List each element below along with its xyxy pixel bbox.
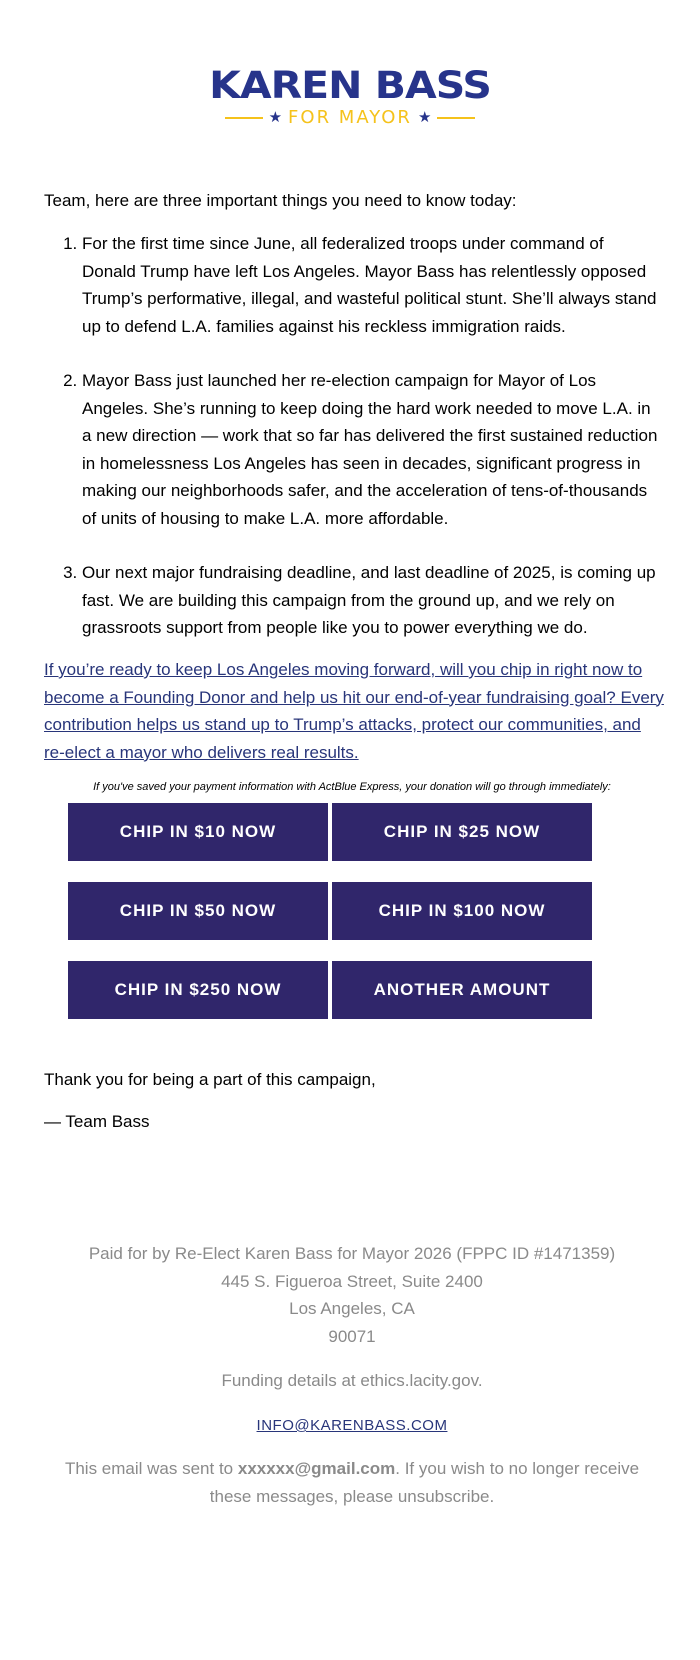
logo-subtitle-row: [22, 108, 678, 128]
intro-text: Team, here are three important things you need to know today:: [44, 191, 517, 210]
footer-address: [22, 1240, 682, 1350]
signature: — Team Bass: [44, 1112, 150, 1131]
unsubscribe-notice: [22, 1455, 682, 1510]
another-amount-button[interactable]: ANOTHER AMOUNT: [332, 961, 592, 1019]
important-things-list: [44, 230, 659, 642]
logo-left-rule: [225, 117, 263, 119]
logo-subtitle: FOR MAYOR: [288, 107, 412, 128]
zip-code: 90071: [328, 1326, 376, 1346]
chip-in-50-button[interactable]: CHIP IN $50 NOW: [68, 882, 328, 940]
chip-in-10-button[interactable]: CHIP IN $10 NOW: [68, 803, 328, 861]
funding-details: Funding details at ethics.lacity.gov.: [221, 1371, 483, 1390]
contact-email-link[interactable]: INFO@KARENBASS.COM: [256, 1417, 448, 1434]
list-item: 3. Our next major fundraising deadline, and last deadline of 2025, is coming up fast. We are building this campaign from the ground up, and we rely on grassroots support from people like you to power everything we do.: [82, 559, 659, 642]
email-body: [22, 0, 678, 1506]
list-item: 2. Mayor Bass just launched her re-election campaign for Mayor of Los Angeles. She’s running to keep doing the hard work needed to move L.A. in a new direction — work that so far has delivered the first sustained reduction in homelessness Los Angeles has seen in decades, significant progress in making our neighborhoods safer, and the acceleration of tens-of-thousands of units of housing to make L.A. more affordable.: [82, 367, 659, 532]
donation-appeal-link[interactable]: If you’re ready to keep Los Angeles moving forward, will you chip in right now to become a Founding Donor and help us hit our end-of-year fundraising goal? Every contribution helps us stand up to Trump’s attacks, protect our communities, and re-elect a mayor who delivers real results.: [44, 660, 664, 762]
chip-in-100-button[interactable]: CHIP IN $100 NOW: [332, 882, 592, 940]
actblue-express-note: If you've saved your payment information with ActBlue Express, your donation will go through immediately:: [93, 781, 611, 793]
footer-email-row: [22, 1411, 682, 1440]
paid-for-disclaimer: Paid for by Re-Elect Karen Bass for Mayor 2026 (FPPC ID #1471359): [88, 1244, 616, 1263]
city-state: Los Angeles, CA: [289, 1299, 415, 1318]
star-icon: ★: [268, 109, 283, 126]
star-icon: ★: [417, 109, 432, 126]
chip-in-25-button[interactable]: CHIP IN $25 NOW: [332, 803, 592, 861]
thanks-text: Thank you for being a part of this campaign,: [44, 1070, 376, 1089]
logo-name: KAREN BASS: [209, 62, 491, 108]
chip-in-250-button[interactable]: CHIP IN $250 NOW: [68, 961, 328, 1019]
recipient-email: xxxxxx@gmail.com: [237, 1459, 396, 1478]
logo-right-rule: [437, 117, 475, 119]
street-address: 445 S. Figueroa Street, Suite 2400: [221, 1271, 483, 1291]
sent-prefix: This email was sent to: [64, 1459, 238, 1478]
sent-suffix[interactable]: . If you wish to no longer receive these messages, please unsubscribe.: [209, 1459, 640, 1506]
list-item: 1. For the first time since June, all federalized troops under command of Donald Trump have left Los Angeles. Mayor Bass has relentlessly opposed Trump’s performative, illegal, and wasteful political stunt. She’ll always stand up to defend L.A. families against his reckless immigration raids.: [82, 230, 659, 340]
campaign-logo: [22, 0, 678, 128]
